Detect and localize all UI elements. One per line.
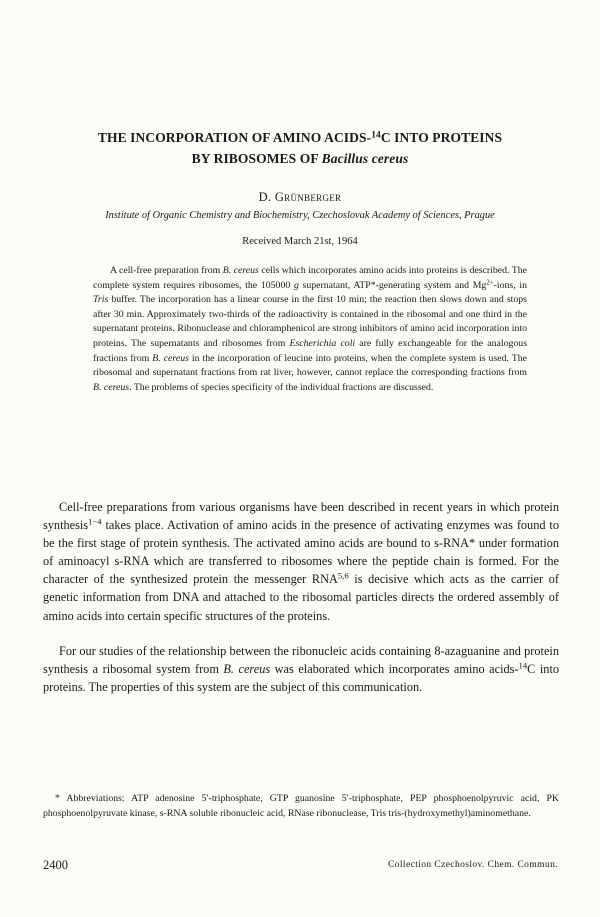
author-name: D. Grünberger: [258, 190, 342, 204]
body-paragraph-1: Cell-free preparations from various organisms have been described in recent years in which protein synthesis$^{1-4}$ takes place. Activation of amino acids in the presence of activating enzymes was found to be the first stage of protein synthesis. The activated amino acids are bound to s-RNA* under formation of aminoacyl s-RNA which are transferred to ribosomes where the peptide chain is formed. For the character of the synthesized protein the messenger RNA$^{5,6}$ is decisive which acts as the carrier of genetic information from DNA and attached to the ribosomal particles directs the ordered assembly of amino acids into certain specific structures of the proteins.: [43, 500, 559, 623]
abstract: A cell-free preparation from B. cereus cells which incorporates amino acids into proteins is described. The complete system requires ribosomes, the 105000 g supernatant, ATP*-generating system and $Mg^{2+}$-ions, in Tris buffer. The incorporation has a linear course in the first 10 min; the reaction then slows down and stops after 30 min. Approximately two-thirds of the radioactivity is contained in the ribosomal and one third in the supernatant proteins. Ribonuclease and chloramphenicol are strong inhibitors of amino acid incorporation into proteins. The supernatants and ribosomes from Escherichia coli are fully exchangeable for the analogous fractions from B. cereus in the incorporation of leucine into proteins, when the complete system is used. The ribosomal and supernatant fractions from rat liver, however, cannot replace the corresponding fractions from B. cereus. The problems of species specificity of the individual fractions are discussed.: [93, 265, 528, 393]
article-title-line-2: BY RIBOSOMES OF Bacillus cereus: [191, 151, 409, 166]
article-title-line-1: THE INCORPORATION OF AMINO ACIDS-$^{14}$C INTO PROTEINS: [97, 130, 503, 145]
page-number: 2400: [43, 858, 68, 872]
author-affiliation: Institute of Organic Chemistry and Biochemistry, Czechoslovak Academy of Sciences, Prague: [105, 210, 495, 221]
journal-name: Collection Czechoslov. Chem. Commun.: [388, 860, 558, 870]
body-paragraph-2: For our studies of the relationship between the ribonucleic acids containing 8-azaguanine and protein synthesis a ribosomal system from B. cereus was elaborated which incorporates amino acids-$^{14}$C into proteins. The properties of this system are the subject of this communication.: [43, 644, 560, 695]
received-date: Received March 21st, 1964: [242, 236, 358, 247]
footnote-abbreviations: * Abbreviations: ATP adenosine 5′-triphosphate, GTP guanosine 5′-triphosphate, PEP phosphoenolpyruvic acid, PK phosphoenolpyruvate kinase, s-RNA soluble ribonucleic acid, RNase ribonuclease, Tris tris-(hydroxymethyl)aminomethane.: [43, 793, 559, 820]
